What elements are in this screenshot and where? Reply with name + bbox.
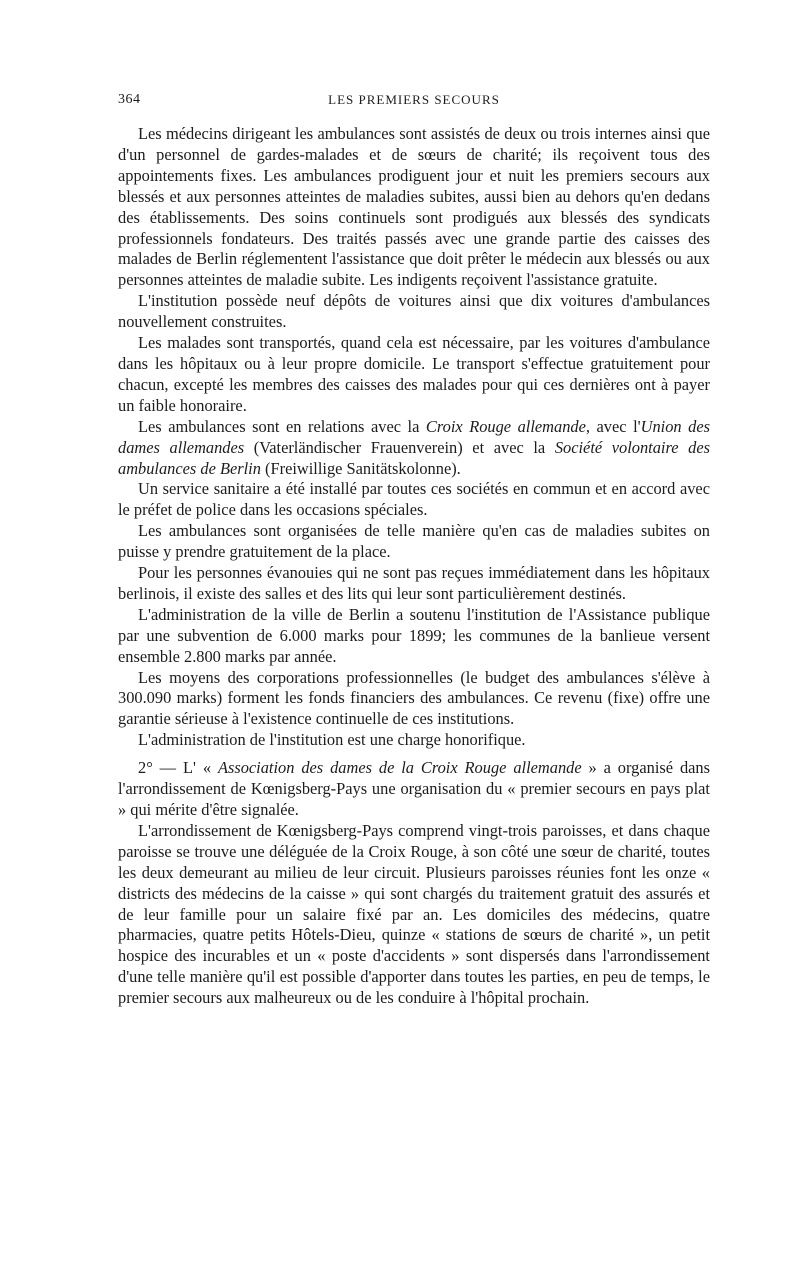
paragraph-city-subsidy: L'administration de la ville de Berlin a soutenu l'institution de l'Assistance publique par une subvention de 6.000 marks pour 1899; les communes de la banlieue versent ensemble 2.800 marks par année.: [118, 604, 710, 666]
society-name-societe-volontaire: Société volontaire des ambulances de Berlin: [118, 437, 710, 478]
page-header: [118, 92, 710, 114]
paragraph-patient-transport: Les malades sont transportés, quand cela est nécessaire, par les voitures d'ambulance dans les hôpitaux ou à leur propre domicile. Le transport s'effectue gratuitement pour chacun, excepté les membres des caisses des malades pour qui ces dernières ont à payer un faible honoraire.: [118, 333, 710, 415]
paragraph-koenigsberg-parishes: L'arrondissement de Kœnigsberg-Pays comprend vingt-trois paroisses, et dans chaque paroisse se trouve une déléguée de la Croix Rouge, à son côté une sœur de charité, toutes les deux demeurant au milieu de leur circuit. Plusieurs paroisses réunies font les onze « districts des médecins de la caisse » qui sont chargés du traitement gratuit des assurés et de leur famille pour un salaire fixé par an. Les domiciles des médecins, quatre pharmacies, quatre petits Hôtels-Dieu, quinze « stations de sœurs de charité », un petit hospice des incurables et un « poste d'accidents » sont dispersés dans l'arrondissement d'une telle manière qu'il est possible d'apporter dans toutes les parties, en peu de temps, le premier secours aux malheureux ou de les conduire à l'hôpital prochain.: [118, 820, 710, 1008]
paragraph-funding: Les moyens des corporations professionnelles (le budget des ambulances s'élève à 300.090 marks) forment les fonds financiers des ambulances. Ce revenu (fixe) offre une garantie sérieuse à l'existence continuelle de ces institutions.: [118, 667, 710, 729]
society-name-union-dames: Union des dames allemandes: [118, 416, 710, 457]
paragraph-vehicle-depots: L'institution possède neuf dépôts de voitures ainsi que dix voitures d'ambulances nouvellement construites.: [118, 291, 710, 332]
paragraph-fainting-persons: Pour les personnes évanouies qui ne sont pas reçues immédiatement dans les hôpitaux berlinois, il existe des salles et des lits qui leur sont particulièrement destinés.: [118, 563, 710, 603]
paragraph-administration: L'administration de l'institution est une charge honorifique.: [138, 730, 526, 750]
society-name-croix-rouge: Croix Rouge allemande: [425, 416, 586, 436]
page-number: 364: [118, 92, 141, 107]
paragraph-koenigsberg-association: 2° — L' « Association des dames de la Croix Rouge allemande » a organisé dans l'arrondissement de Kœnigsberg-Pays une organisation du « premier secours en pays plat » qui mérite d'être signalée.: [118, 758, 710, 819]
body-text: [118, 124, 710, 1009]
association-name: Association des dames de la Croix Rouge allemande: [217, 758, 582, 778]
paragraph-sanitary-service: Un service sanitaire a été installé par toutes ces sociétés en commun et en accord avec le préfet de police dans les occasions spéciales.: [118, 479, 710, 520]
paragraph-partner-societies: Les ambulances sont en relations avec la Croix Rouge allemande, avec l'Union des dames allemandes (Vaterländischer Frauenverein) et avec la Société volontaire des ambulances de Berlin (Freiwillige Sanitätskolonne).: [118, 416, 710, 478]
running-title: LES PREMIERS SECOURS: [328, 92, 500, 107]
paragraph-sudden-illness: Les ambulances sont organisées de telle manière qu'en cas de maladies subites on puisse y prendre gratuitement de la place.: [118, 521, 710, 562]
paragraph-ambulance-staff: Les médecins dirigeant les ambulances sont assistés de deux ou trois internes ainsi que d'un personnel de gardes-malades et de sœurs de charité; ils reçoivent tous des appointements fixes. Les ambulances prodiguent jour et nuit les premiers secours aux blessés et aux personnes atteintes de maladies subites, aussi bien au dehors qu'en dedans des établissements. Des soins continuels sont prodigués aux blessés des syndicats professionnels fondateurs. Des traités passés avec une grande partie des caisses des malades de Berlin réglementent l'assistance que doit prêter le médecin aux blessés ou aux personnes atteintes de maladie subite. Les indigents reçoivent l'assistance gratuite.: [118, 124, 710, 290]
